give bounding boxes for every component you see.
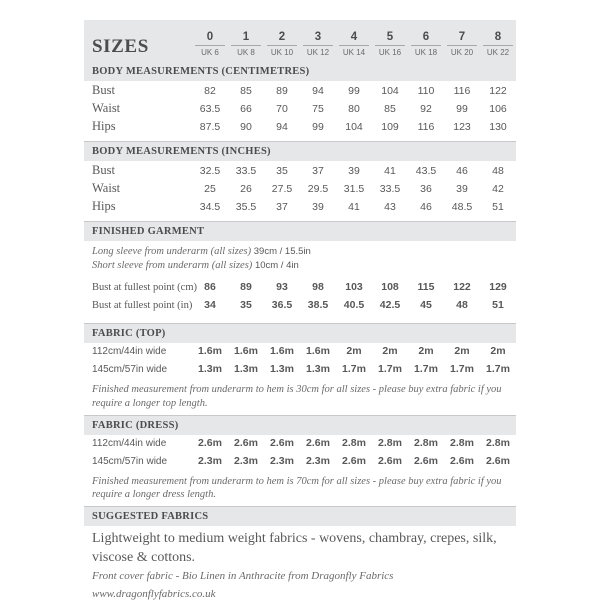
cell: 1.3m: [270, 363, 294, 376]
cell: 51: [492, 299, 504, 312]
uk-size-label: UK 22: [483, 45, 513, 59]
cell: 122: [453, 281, 471, 294]
cell: 36.5: [271, 299, 293, 312]
cell: 35: [276, 165, 288, 177]
cell: 82: [204, 85, 216, 97]
size-number: 5: [386, 30, 394, 43]
uk-size-label: UK 12: [303, 45, 333, 59]
size-chart-sheet: [84, 20, 516, 603]
cell: 2.8m: [414, 436, 438, 449]
cell: 104: [381, 85, 399, 97]
cell: 1.6m: [270, 345, 294, 358]
cell: 43: [384, 201, 396, 213]
cell: 37: [312, 165, 324, 177]
cell: 104: [345, 121, 363, 133]
cell: 1.6m: [198, 345, 222, 358]
size-number: 2: [278, 30, 286, 43]
size-column-header: [336, 30, 372, 62]
cell: 41: [348, 201, 360, 213]
cell: 63.5: [199, 103, 221, 115]
cell: 29.5: [307, 183, 329, 195]
row-label: 145cm/57in wide: [92, 364, 168, 376]
cell: 2.8m: [450, 436, 474, 449]
row-cells: [192, 437, 516, 449]
size-number: 7: [458, 30, 466, 43]
cell: 2.8m: [378, 436, 402, 449]
cell: 40.5: [343, 299, 365, 312]
section-header-fabric-top: FABRIC (TOP): [84, 323, 516, 343]
cell: 110: [417, 85, 435, 97]
uk-size-label: UK 8: [231, 45, 261, 59]
cell: 1.3m: [306, 363, 330, 376]
suggested-fabrics-text: Lightweight to medium weight fabrics - wovens, chambray, crepes, silk, viscose & cottons.: [92, 530, 497, 565]
long-sleeve-note-label: Long sleeve from underarm (all sizes): [92, 246, 252, 257]
cell: 2.6m: [198, 436, 222, 449]
table-fabric-dress: [84, 435, 516, 473]
short-sleeve-note: [84, 259, 516, 273]
row-cells: [192, 103, 516, 115]
table-row: [84, 83, 516, 101]
cell: 93: [276, 281, 288, 294]
cell: 1.7m: [486, 363, 510, 376]
cell: 98: [312, 281, 324, 294]
section-header-fabric-dress: FABRIC (DRESS): [84, 415, 516, 435]
cell: 1.7m: [450, 363, 474, 376]
row-cells: [192, 363, 516, 375]
row-label: Waist: [92, 181, 121, 195]
cell: 38.5: [307, 299, 329, 312]
row-label: Bust at fullest point (cm): [92, 282, 197, 294]
cell: 2m: [490, 345, 506, 358]
cell: 51: [492, 201, 504, 213]
row-label: 145cm/57in wide: [92, 455, 168, 467]
cell: 25: [204, 183, 216, 195]
page-title-cell: [84, 37, 192, 62]
size-column-header: [480, 30, 516, 62]
row-label: Bust: [92, 83, 115, 97]
cell: 99: [312, 121, 324, 133]
row-cells: [192, 201, 516, 213]
cell: 1.3m: [234, 363, 258, 376]
cell: 35.5: [235, 201, 257, 213]
cell: 41: [384, 165, 396, 177]
table-body-in: [84, 161, 516, 217]
cell: 86: [204, 281, 216, 294]
table-row: [84, 281, 516, 299]
section-header-suggested-fabrics: SUGGESTED FABRICS: [84, 506, 516, 526]
cell: 2.6m: [414, 454, 438, 467]
cell: 2.8m: [342, 436, 366, 449]
cell: 70: [276, 103, 288, 115]
table-row: [84, 119, 516, 137]
cell: 48: [456, 299, 468, 312]
cell: 90: [240, 121, 252, 133]
uk-size-label: UK 14: [339, 45, 369, 59]
cell: 37: [276, 201, 288, 213]
cell: 103: [345, 281, 363, 294]
cell: 116: [417, 121, 435, 133]
page-title: SIZES: [92, 36, 149, 57]
cell: 1.3m: [198, 363, 222, 376]
cell: 122: [489, 85, 507, 97]
row-cells: [192, 183, 516, 195]
cell: 43.5: [415, 165, 437, 177]
cell: 34.5: [199, 201, 221, 213]
cell: 42: [492, 183, 504, 195]
cell: 42.5: [379, 299, 401, 312]
fabric-dress-note: Finished measurement from underarm to hem is 70cm for all sizes - please buy extra fabric if you require a longer dress length.: [92, 475, 502, 501]
size-column-header: [372, 30, 408, 62]
cell: 94: [276, 121, 288, 133]
table-row: [84, 345, 516, 363]
cell: 26: [240, 183, 252, 195]
cell: 115: [417, 281, 435, 294]
cell: 92: [420, 103, 432, 115]
short-sleeve-note-value: 10cm / 4in: [254, 260, 299, 272]
cell: 1.6m: [234, 345, 258, 358]
table-finished-garment: [84, 279, 516, 317]
cell: 80: [348, 103, 360, 115]
size-column-header: [192, 30, 228, 62]
cell: 39: [348, 165, 360, 177]
uk-size-label: UK 6: [195, 45, 225, 59]
size-number: 4: [350, 30, 358, 43]
cell: 2.8m: [486, 436, 510, 449]
cell: 89: [276, 85, 288, 97]
cell: 2.3m: [198, 454, 222, 467]
section-header-finished-garment: FINISHED GARMENT: [84, 221, 516, 241]
website-url: www.dragonflyfabrics.co.uk: [92, 588, 216, 601]
cell: 116: [453, 85, 471, 97]
size-column-header: [264, 30, 300, 62]
section-header-body-cm: BODY MEASUREMENTS (CENTIMETRES): [84, 62, 516, 81]
cell: 1.7m: [414, 363, 438, 376]
cell: 31.5: [343, 183, 365, 195]
cell: 130: [489, 121, 507, 133]
cell: 1.7m: [342, 363, 366, 376]
cell: 2.6m: [234, 436, 258, 449]
cell: 39: [312, 201, 324, 213]
row-label: Bust: [92, 163, 115, 177]
size-column-headers: [192, 30, 516, 62]
size-number: 0: [206, 30, 214, 43]
table-row: [84, 437, 516, 455]
row-cells: [192, 121, 516, 133]
row-label: Waist: [92, 101, 121, 115]
cell: 39: [456, 183, 468, 195]
table-body-cm: [84, 81, 516, 137]
size-number: 3: [314, 30, 322, 43]
cell: 94: [312, 85, 324, 97]
cell: 66: [240, 103, 252, 115]
cell: 34: [204, 299, 216, 312]
table-row: [84, 101, 516, 119]
cell: 1.6m: [306, 345, 330, 358]
row-cells: [192, 281, 516, 293]
cell: 36: [420, 183, 432, 195]
section-header-body-in: BODY MEASUREMENTS (INCHES): [84, 141, 516, 161]
size-column-header: [408, 30, 444, 62]
row-label: Hips: [92, 119, 116, 133]
cell: 48: [492, 165, 504, 177]
row-label: 112cm/44in wide: [92, 346, 167, 358]
cell: 129: [489, 281, 507, 294]
cell: 2.3m: [270, 454, 294, 467]
chart-header: [84, 20, 516, 62]
row-cells: [192, 85, 516, 97]
cell: 35: [240, 299, 252, 312]
table-row: [84, 299, 516, 317]
cell: 2m: [454, 345, 470, 358]
cell: 89: [240, 281, 252, 294]
size-column-header: [300, 30, 336, 62]
size-number: 6: [422, 30, 430, 43]
size-number: 1: [242, 30, 250, 43]
table-row: [84, 199, 516, 217]
row-label: 112cm/44in wide: [92, 437, 167, 449]
cell: 2.6m: [486, 454, 510, 467]
long-sleeve-note: [84, 245, 516, 259]
cell: 45: [420, 299, 432, 312]
row-cells: [192, 299, 516, 311]
cell: 2.6m: [378, 454, 402, 467]
cell: 48.5: [451, 201, 473, 213]
cell: 2m: [346, 345, 362, 358]
suggested-fabrics-body: [84, 526, 516, 603]
long-sleeve-note-value: 39cm / 15.5in: [253, 246, 311, 257]
table-row: [84, 455, 516, 473]
cover-fabric-credit: Front cover fabric - Bio Linen in Anthracite from Dragonfly Fabrics: [92, 570, 394, 583]
cell: 46: [456, 165, 468, 177]
table-fabric-top: [84, 343, 516, 381]
cell: 1.7m: [378, 363, 402, 376]
fabric-top-note: Finished measurement from underarm to hem is 30cm for all sizes - please buy extra fabric if you require a longer top length.: [92, 384, 502, 409]
row-label: Bust at fullest point (in): [92, 300, 193, 312]
cell: 2m: [382, 345, 398, 358]
row-cells: [192, 345, 516, 357]
cell: 2.6m: [306, 436, 330, 449]
cell: 2.6m: [270, 436, 294, 449]
cell: 2.6m: [450, 454, 474, 467]
cell: 106: [489, 103, 507, 115]
cell: 33.5: [379, 183, 401, 195]
cell: 2m: [418, 345, 434, 358]
cell: 85: [240, 85, 252, 97]
row-cells: [192, 455, 516, 467]
cell: 75: [312, 103, 324, 115]
cell: 123: [453, 121, 471, 133]
cell: 46: [420, 201, 432, 213]
cell: 33.5: [235, 165, 257, 177]
size-column-header: [444, 30, 480, 62]
cell: 109: [381, 121, 399, 133]
cell: 99: [348, 85, 360, 97]
uk-size-label: UK 20: [447, 45, 477, 59]
cell: 99: [456, 103, 468, 115]
short-sleeve-note-label: Short sleeve from underarm (all sizes): [92, 260, 253, 272]
cell: 2.3m: [234, 454, 258, 467]
cell: 32.5: [199, 165, 221, 177]
uk-size-label: UK 18: [411, 45, 441, 59]
uk-size-label: UK 10: [267, 45, 297, 59]
size-number: 8: [494, 30, 502, 43]
table-row: [84, 363, 516, 381]
row-label: Hips: [92, 199, 116, 213]
table-row: [84, 181, 516, 199]
cell: 87.5: [199, 121, 221, 133]
cell: 2.6m: [342, 454, 366, 467]
uk-size-label: UK 16: [375, 45, 405, 59]
cell: 108: [381, 281, 399, 294]
size-column-header: [228, 30, 264, 62]
cell: 2.3m: [306, 454, 330, 467]
table-row: [84, 163, 516, 181]
cell: 27.5: [271, 183, 293, 195]
cell: 85: [384, 103, 396, 115]
row-cells: [192, 165, 516, 177]
